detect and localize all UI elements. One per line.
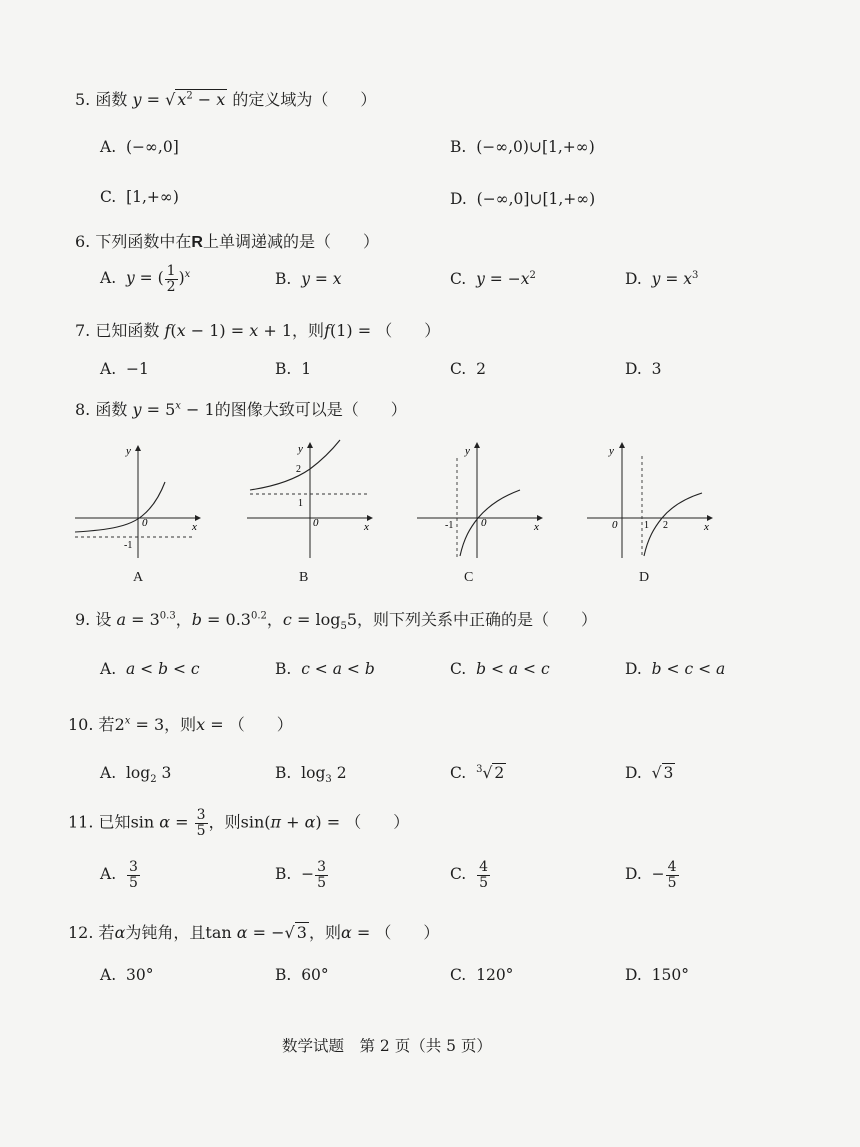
graph-c xyxy=(412,438,552,560)
formula: y = √ $x^2 - x$ xyxy=(132,90,226,109)
graph-a xyxy=(70,440,210,560)
stem-text: 函数 xyxy=(95,90,128,109)
svg-text:0: 0 xyxy=(142,517,148,529)
question-number: 11. xyxy=(68,812,94,832)
svg-text:y: y xyxy=(298,443,303,455)
svg-text:x: x xyxy=(534,521,539,533)
q7-option-a: A. −1 xyxy=(100,360,149,378)
stem-text: 的定义域为（ ） xyxy=(232,90,377,109)
svg-text:-1: -1 xyxy=(445,520,454,531)
graph-d-label: D xyxy=(639,570,650,585)
q7-option-c: C. 2 xyxy=(450,360,486,378)
svg-text:1: 1 xyxy=(644,520,649,531)
q6-stem: 6. 下列函数中在R上单调递减的是（ ） xyxy=(75,232,379,251)
q8-stem: 8. 函数 $y = 5^x - 1$的图像大致可以是（ ） xyxy=(75,400,407,419)
svg-text:2: 2 xyxy=(663,520,668,531)
q12-option-c: C. 120° xyxy=(450,966,514,984)
q6-option-c: C. $y = -x^2$ xyxy=(450,269,536,288)
svg-text:x: x xyxy=(192,521,197,533)
q5-stem xyxy=(75,87,376,110)
svg-text:-1: -1 xyxy=(124,540,133,551)
q10-stem: 10. 若$2^x = 3$，则x = （ ） xyxy=(68,715,293,734)
q7-stem: 7. 已知函数 f(x − 1) = x + 1，则f(1) = （ ） xyxy=(75,321,441,340)
graph-a-label: A xyxy=(133,570,144,585)
q9-option-c: C. b < a < c xyxy=(450,660,550,678)
svg-text:y: y xyxy=(126,445,131,457)
q5-option-c: C. [1,+∞) xyxy=(100,188,179,206)
question-number: 10. xyxy=(68,715,94,734)
q10-option-d: D. √ 3 xyxy=(625,764,674,782)
question-number: 9. xyxy=(75,610,91,629)
q9-option-a: A. a < b < c xyxy=(100,660,200,678)
q6-option-a: A. y = ( $\frac{1}{2}$ )$^x$ xyxy=(100,263,191,295)
q12-option-a: A. 30° xyxy=(100,966,154,984)
graph-b xyxy=(242,438,382,560)
q12-option-b: B. 60° xyxy=(275,966,329,984)
graph-b-label: B xyxy=(299,570,309,585)
question-number: 5. xyxy=(75,90,91,109)
q12-stem: 12. 若α为钝角，且tan α = −√ 3 ，则α = （ ） xyxy=(68,923,440,942)
svg-text:x: x xyxy=(704,521,709,533)
graph-d xyxy=(582,438,722,560)
q11-stem: 11. 已知sin α = $\frac{3}{5}$ ，则sin(π + α) = （ ） xyxy=(68,807,410,839)
question-number: 7. xyxy=(75,321,91,340)
q9-option-b: B. c < a < b xyxy=(275,660,375,678)
q9-stem: 9. 设 $a = 3^{0.3}$，$b = 0.3^{0.2}$，$c = \log_55$，则下列关系中正确的是（ ） xyxy=(75,610,598,633)
q6-option-b: B. y = x xyxy=(275,270,342,288)
question-number: 8. xyxy=(75,400,91,419)
svg-text:0: 0 xyxy=(612,519,618,531)
q6-option-d: D. $y = x^3$ xyxy=(625,269,699,288)
q12-option-d: D. 150° xyxy=(625,966,690,984)
graph-c-label: C xyxy=(464,570,474,585)
svg-text:0: 0 xyxy=(313,517,319,529)
question-number: 6. xyxy=(75,232,91,251)
q5-option-a: A. (−∞,0] xyxy=(100,138,179,156)
svg-text:y: y xyxy=(609,445,614,457)
page-footer: 数学试题 第 2 页（共 5 页） xyxy=(282,1037,492,1055)
svg-text:0: 0 xyxy=(481,517,487,529)
q10-option-a: A. $\log_2 3$ xyxy=(100,764,172,786)
q11-option-a: A. $\frac{3}{5}$ xyxy=(100,859,138,891)
svg-text:2: 2 xyxy=(296,464,301,475)
svg-text:1: 1 xyxy=(298,498,303,509)
q7-option-d: D. 3 xyxy=(625,360,662,378)
q10-option-b: B. $\log_3 2$ xyxy=(275,764,347,786)
question-number: 12. xyxy=(68,923,94,942)
q11-option-d: D. − $\frac{4}{5}$ xyxy=(625,859,677,891)
svg-text:y: y xyxy=(465,445,470,457)
q9-option-d: D. b < c < a xyxy=(625,660,726,678)
q5-option-d: D. (−∞,0]∪[1,+∞) xyxy=(450,190,596,208)
q5-option-b: B. (−∞,0)∪[1,+∞) xyxy=(450,138,595,156)
q10-option-c: C. $^3$√ 2 xyxy=(450,763,505,782)
q11-option-b: B. − $\frac{3}{5}$ xyxy=(275,859,327,891)
q11-option-c: C. $\frac{4}{5}$ xyxy=(450,859,489,891)
q7-option-b: B. 1 xyxy=(275,360,312,378)
svg-text:x: x xyxy=(364,521,369,533)
